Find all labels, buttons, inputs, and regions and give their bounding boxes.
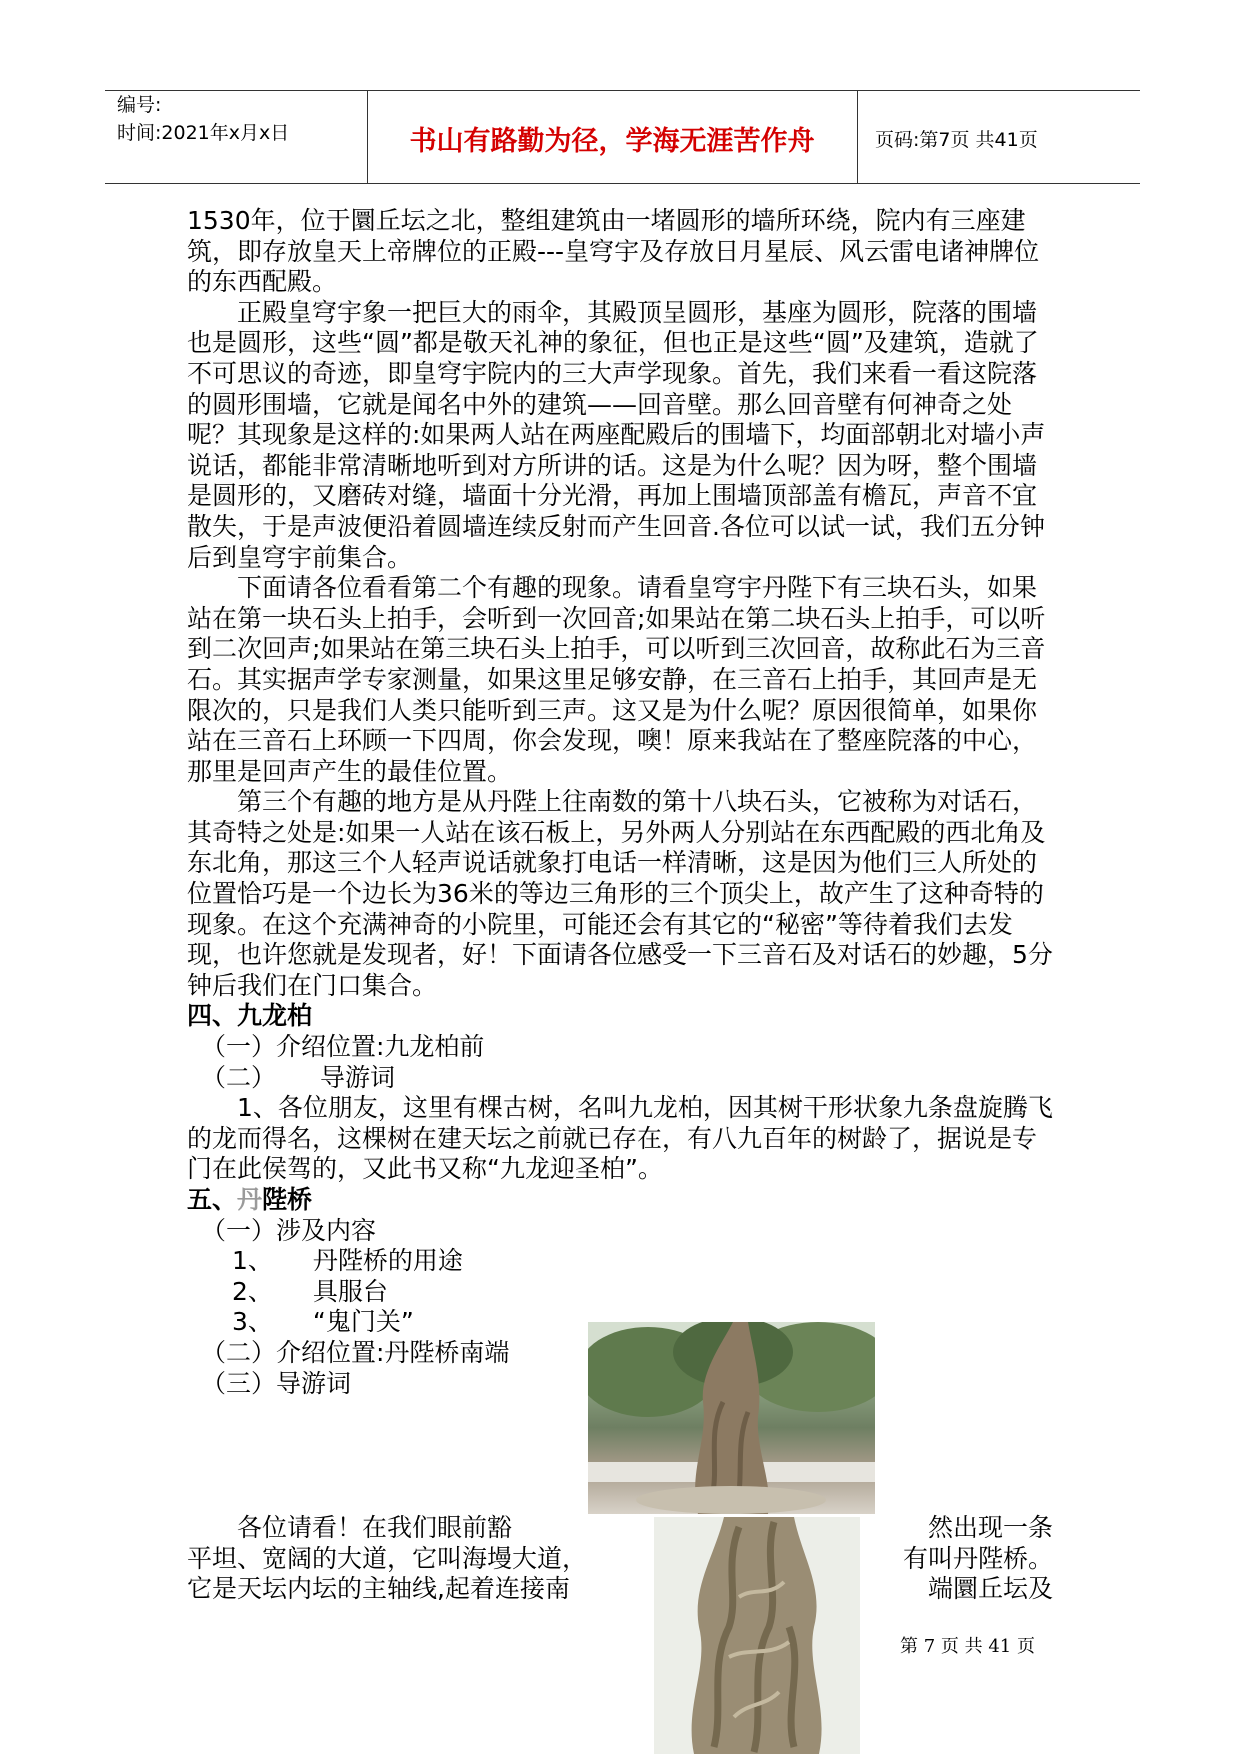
subsection-location: （二）介绍位置:丹陛桥南端 (201, 1337, 510, 1367)
list-item-text: 具服台 (312, 1276, 388, 1306)
paragraph: 下面请各位看看第二个有趣的现象。请看皇穹宇丹陛下有三块石头，如果站在第一块石头上拍手，会听到一次回音;如果站在第二块石头上拍手，可以听到二次回声;如果站在第三块石头上拍手，可以听到三次回音，故称此石为三音石。其实据声学专家测量，如果这里足够安静，在三音石上拍手，其回声是无限次的，只是我们人类只能听到三声。这又是为什么呢？原因很简单，如果你站在三音石上环顾一下四周，你会发现，噢！原来我站在了整座院落的中心，那里是回声产生的最佳位置。 (187, 573, 1046, 786)
text-line-left: 各位请看！在我们眼前豁 (237, 1513, 513, 1542)
list-item (187, 1277, 1053, 1308)
text-line-left: 它是天坛内坛的主轴线,起着连接南 (187, 1574, 570, 1604)
subsection-title: 导游词 (320, 1062, 396, 1092)
list-item-number: 2、 (232, 1276, 273, 1306)
paragraph: 1、各位朋友，这里有棵古树，名叫九龙柏，因其树干形状象九条盘旋腾飞的龙而得名，这棵树在建天坛之前就已存在，有八九百年的树龄了，据说是专门在此侯驾的，又此书又称“九龙迎圣柏”。 (187, 1093, 1053, 1184)
header-meta (117, 91, 367, 147)
text-line (187, 1513, 1053, 1544)
section-heading-jiulongbai: 四、九龙柏 (187, 1001, 313, 1031)
heading-prefix: 五、 (187, 1185, 238, 1214)
subsection-guide-script: （三）导游词 (201, 1368, 352, 1398)
text-line-right: 有叫丹陛桥。 (902, 1543, 1053, 1573)
subsection-number: （二） (201, 1062, 277, 1092)
text-line-right: 然出现一条 (927, 1513, 1053, 1542)
heading-faded-char: 丹 (237, 1185, 263, 1214)
paragraph: 1530年，位于圜丘坛之北，整组建筑由一堵圆形的墙所环绕，院内有三座建筑，即存放皇天上帝牌位的正殿---皇穹宇及存放日月星辰、风云雷电诸神牌位的东西配殿。 (187, 206, 1040, 297)
wrapped-paragraph (187, 1513, 1053, 1605)
subsection-contents: （一）涉及内容 (201, 1215, 377, 1245)
tree-trunk-illustration-icon (654, 1517, 860, 1754)
list-item-text: 丹陛桥的用途 (312, 1246, 463, 1276)
text-line (187, 1544, 1053, 1575)
section-heading-danbiqiao (187, 1185, 1053, 1216)
cypress-trunk-photo (654, 1517, 860, 1754)
text-line-left: 平坦、宽阔的大道，它叫海墁大道， (187, 1543, 588, 1573)
page-footer: 第 7 页 共 41 页 (900, 1636, 1035, 1657)
list-item-number: 1、 (232, 1246, 273, 1276)
document-number-label: 编号: (117, 94, 162, 116)
cypress-tree-photo (588, 1322, 875, 1514)
subsection-guide-script (187, 1063, 1053, 1094)
paragraph: 正殿皇穹宇象一把巨大的雨伞，其殿顶呈圆形，基座为圆形，院落的围墙也是圆形，这些“圆”都是敬天礼神的象征，但也正是这些“圆”及建筑，造就了不可思议的奇迹，即皇穹宇院内的三大声学现象。首先，我们来看一看这院落的圆形围墙，它就是闻名中外的建筑——回音壁。那么回音壁有何神奇之处呢？其现象是这样的:如果两人站在两座配殿后的围墙下，均面部朝北对墙小声说话，都能非常清晰地听到对方所讲的话。这是为什么呢？因为呀，整个围墙是圆形的，又磨砖对缝，墙面十分光滑，再加上围墙顶部盖有檐瓦，声音不宜散失，于是声波便沿着圆墙连续反射而产生回音.各位可以试一试，我们五分钟后到皇穹宇前集合。 (187, 297, 1046, 572)
list-item (187, 1246, 1053, 1277)
page-header (105, 90, 1140, 184)
tree-illustration-icon (588, 1322, 875, 1514)
document-time-label: 时间:2021年x月x日 (117, 122, 290, 144)
list-item-text: “鬼门关” (312, 1307, 414, 1337)
paragraph: 第三个有趣的地方是从丹陛上往南数的第十八块石头，它被称为对话石，其奇特之处是:如果一人站在该石板上，另外两人分别站在东西配殿的西北角及东北角，那这三个人轻声说话就象打电话一样清晰，这是因为他们三人所处的位置恰巧是一个边长为36米的等边三角形的三个顶尖上，故产生了这种奇特的现象。在这个充满神奇的小院里，可能还会有其它的“秘密”等待着我们去发现，也许您就是发现者，好！下面请各位感受一下三音石及对话石的妙趣，5分钟后我们在门口集合。 (187, 787, 1053, 1000)
text-line-right: 端圜丘坛及 (927, 1574, 1053, 1604)
header-divider (857, 91, 858, 183)
text-line (187, 1574, 1053, 1605)
document-body (187, 206, 1053, 1399)
list-item-number: 3、 (232, 1307, 273, 1337)
header-page-info: 页码:第7页 共41页 (875, 129, 1038, 151)
header-motto: 书山有路勤为径，学海无涯苦作舟 (409, 126, 815, 157)
subsection-location: （一）介绍位置:九龙柏前 (201, 1032, 485, 1062)
heading-rest: 陛桥 (262, 1185, 313, 1214)
